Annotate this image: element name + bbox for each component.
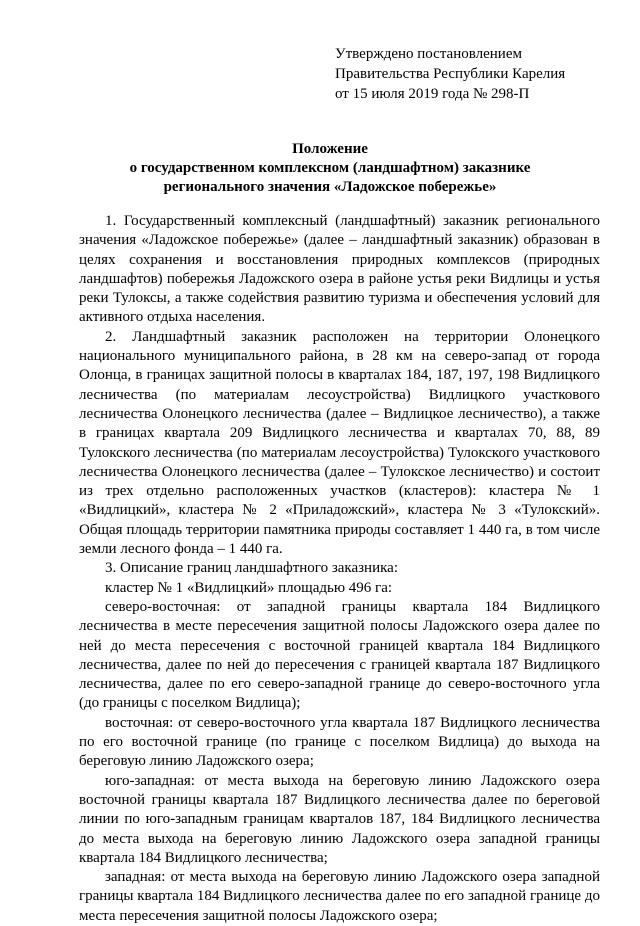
paragraph: западная: от места выхода на береговую линию Ладожского озера западной границы квартала 184 Видлицкого лесничества далее по его западной границе до места пересечения защитной полосы Ладожского озера; [79,869,600,924]
paragraph: юго-западная: от места выхода на береговую линию Ладожского озера восточной границы квартала 187 Видлицкого лесничества далее по береговой линии по юго-западным границам кварталов 187, 184 Видлицкого лесничества до места выхода на береговую линию Ладожского озера западной границы квартала 184 Видлицкого лесничества; [79,772,600,866]
paragraph: кластер № 1 «Видлицкий» площадью 496 га: [105,579,393,596]
title-line: о государственном комплексном (ландшафтном) заказнике [129,160,531,176]
paragraph: 1. Государственный комплексный (ландшафтный) заказник регионального значения «Ладожское побережье» (далее – ландшафтный заказник) образован в целях сохранения и восстановления природных комплексов (природных ландшафтов) побережья Ладожского озера в районе устья реки Видлицы и устья реки Тулоксы, а также содействия развитию туризма и обеспечения условий для активного отдыха населения. [79,213,600,326]
paragraph: северо-восточная: от западной границы квартала 184 Видлицкого лесничества в месте пересечения защитной полосы Ладожского озера далее по ней до места пересечения с восточной границей квартала 184 Видлицкого лесничества, далее по ней до пересечения с границей квартала 187 Видлицкого лесничества, далее по его северо-западной границе до северо-восточного угла (до границы с поселком Видлица); [79,598,600,712]
paragraph: 3. Описание границ ландшафтного заказника: [105,560,398,577]
document-body [79,212,600,926]
approval-line: от 15 июля 2019 года № 298-П [335,86,530,102]
approval-line: Утверждено постановлением [335,46,522,62]
title-line: Положение [292,141,368,157]
paragraph: 2. Ландшафтный заказник расположен на территории Олонецкого национального муниципального района, в 28 км на северо-запад от города Олонца, в границах защитной полосы в кварталах 184, 187, 197, 198 Видлицкого лесничества (по материалам лесоустройства) Видлицкого участкового лесничества Олонецкого лесничества (далее – Видлицкое лесничество), а также в границах квартала 209 Видлицкого лесничества и кварталах 70, 88, 89 Тулокского лесничества (по материалам лесоустройства) Тулокского участкового лесничества Олонецкого лесничества (далее – Тулокское лесничество) и состоит из трех отдельно расположенных участков (кластеров): кластера № 1 «Видлицкий», кластера № 2 «Приладожский», кластера № 3 «Тулокский». Общая площадь территории памятника природы составляет 1 440 га, в том числе земли лесного фонда – 1 440 га. [79,328,600,558]
document-title [60,140,600,197]
approval-stamp [335,44,615,104]
title-line: регионального значения «Ладожское побережье» [163,179,497,195]
paragraph: восточная: от северо-восточного угла квартала 187 Видлицкого лесничества по его восточной границе (по границе с поселком Видлица) до выхода на береговую линию Ладожского озера; [79,714,600,770]
approval-line: Правительства Республики Карелия [335,66,566,82]
